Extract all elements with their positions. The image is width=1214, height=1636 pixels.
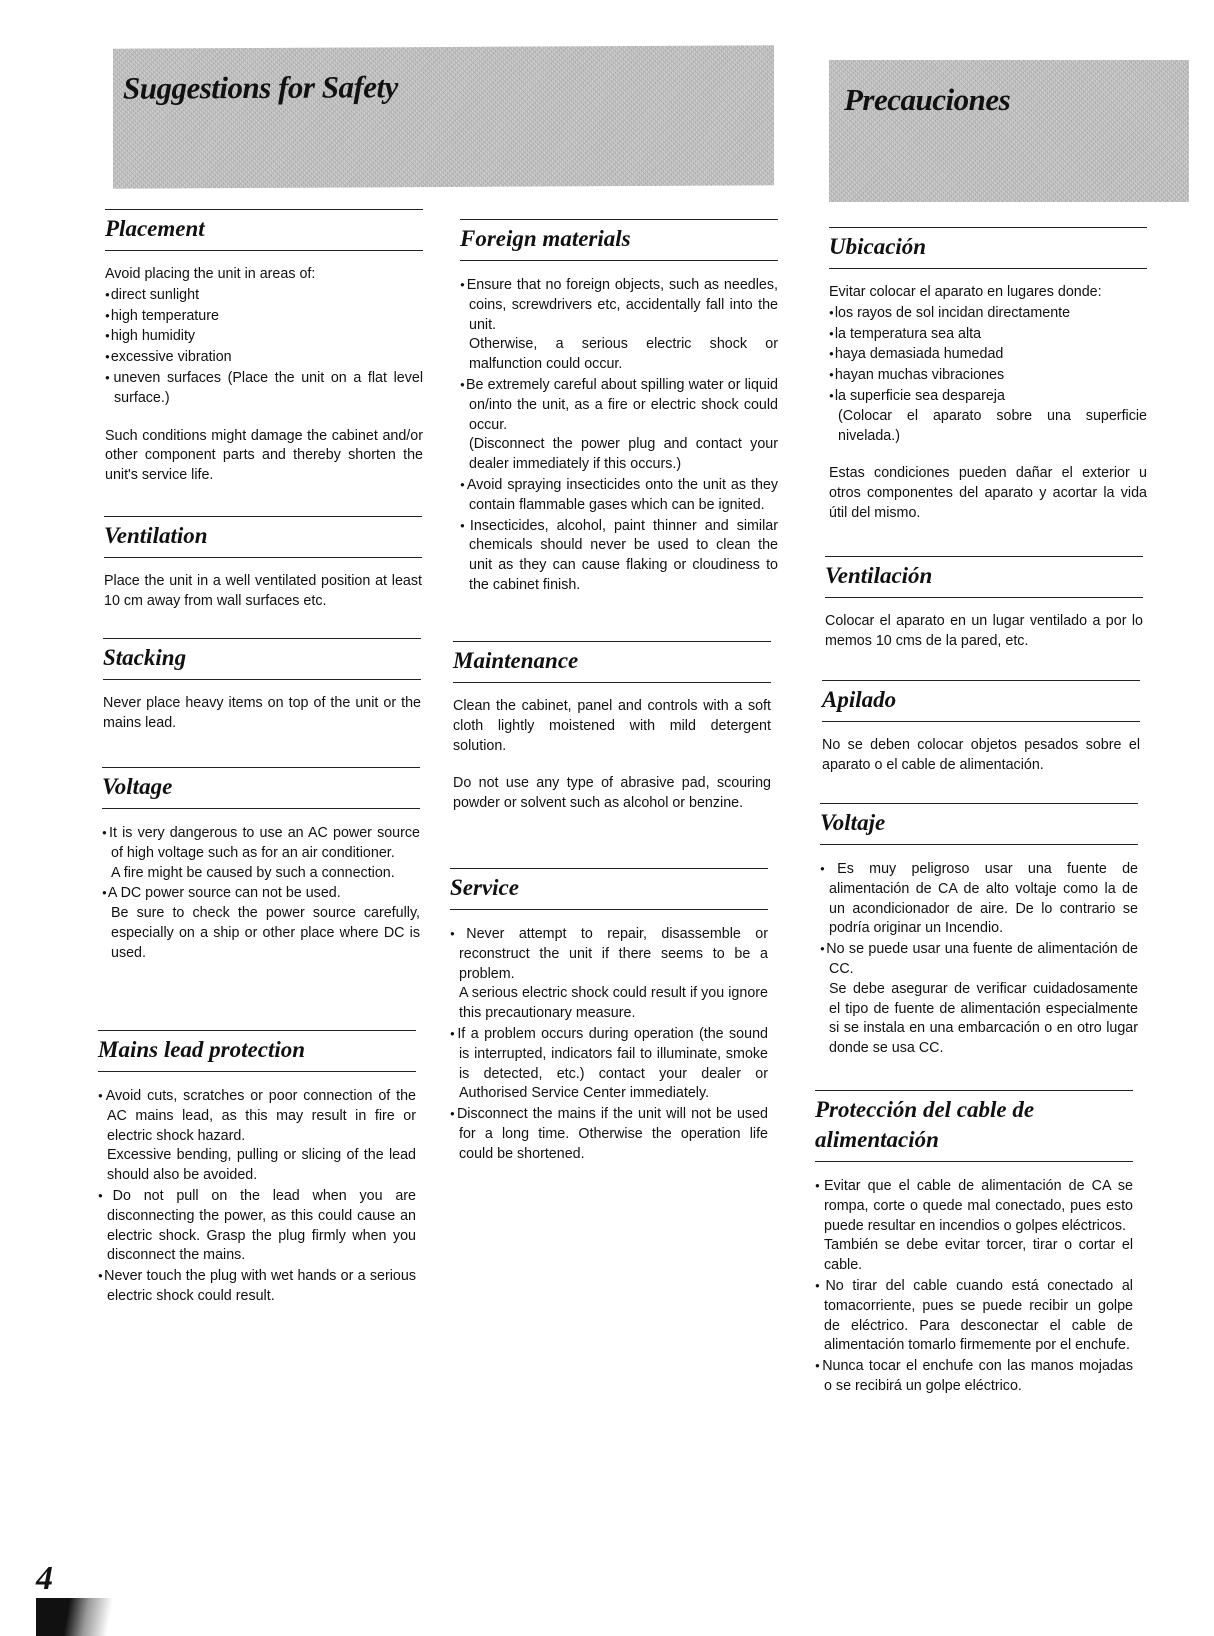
section-rule-top [104, 516, 422, 517]
section-foreign [460, 219, 778, 596]
bullet-item: ● Avoid cuts, scratches or poor connection of the AC mains lead, as this may result in fire or electric shock hazard. [98, 1086, 416, 1146]
paragraph: Excessive bending, pulling or slicing of the lead should also be avoided. [107, 1147, 416, 1184]
section-rule-top [820, 803, 1138, 804]
section-rule-bottom [102, 808, 420, 809]
section-rule-bottom [450, 909, 768, 910]
paragraph: Evitar colocar el aparato en lugares donde: [829, 284, 1102, 300]
bullet-item: ● hayan muchas vibraciones [829, 365, 1147, 386]
section-ventilation [104, 516, 422, 612]
section-heading: Protección del cable de alimentación [815, 1097, 1035, 1152]
paragraph: Otherwise, a serious electric shock or malfunction could occur. [469, 336, 778, 373]
section-heading: Mains lead protection [98, 1037, 306, 1062]
bullet-item: ● A DC power source can not be used. [102, 883, 420, 904]
section-rule-top [822, 680, 1140, 681]
section-heading: Foreign materials [460, 226, 631, 251]
paragraph: Se debe asegurar de verificar cuidadosamente el tipo de fuente de alimentación especialmente si se instala en una embarcación o en otro lugar donde se usa CC. [829, 980, 1138, 1057]
section-rule-bottom [829, 268, 1147, 269]
section-apilado [822, 680, 1140, 776]
bullet-item: ● No tirar del cable cuando está conectado al tomacorriente, pues se puede recibir un golpe de eléctrico. Para desconectar el cable de alimentación tomarlo firmemente por el enchufe. [815, 1276, 1133, 1356]
section-proteccion [815, 1090, 1133, 1397]
section-rule-top [102, 767, 420, 768]
bullet-item: ● Nunca tocar el enchufe con las manos mojadas o se recibirá un golpe eléctrico. [815, 1356, 1133, 1397]
bullet-item: ● Es muy peligroso usar una fuente de alimentación de CA de alto voltaje como la de un acondicionador de aire. De lo contrario se podría originar un Incendio. [820, 859, 1138, 939]
bullet-item: ● Evitar que el cable de alimentación de CA se rompa, corte o quede mal conectado, pues esto puede resultar en incendios o golpes eléctricos. [815, 1176, 1133, 1236]
section-ventilacion [825, 556, 1143, 652]
section-rule-top [450, 868, 768, 869]
section-rule-bottom [453, 682, 771, 683]
section-heading: Ventilación [825, 563, 933, 588]
page-title-spanish: Precauciones [844, 82, 1011, 117]
bullet-item: ● haya demasiada humedad [829, 344, 1147, 365]
section-heading: Apilado [822, 687, 897, 712]
section-rule-top [815, 1090, 1133, 1091]
paragraph: A serious electric shock could result if you ignore this precautionary measure. [459, 985, 768, 1022]
paragraph: Never place heavy items on top of the unit or the mains lead. [103, 695, 421, 731]
paragraph: También se debe evitar torcer, tirar o cortar el cable. [824, 1237, 1133, 1274]
section-placement [105, 209, 423, 486]
paragraph: (Colocar el aparato sobre una superficie nivelada.) [838, 407, 1147, 444]
section-rule-top [98, 1030, 416, 1031]
paragraph: Do not use any type of abrasive pad, scouring powder or solvent such as alcohol or benzine. [453, 775, 771, 812]
bullet-item: ● los rayos de sol incidan directamente [829, 303, 1147, 324]
section-rule-bottom [822, 721, 1140, 722]
section-rule-top [105, 209, 423, 210]
section-rule-bottom [460, 260, 778, 261]
bullet-item: ● Never attempt to repair, disassemble or reconstruct the unit if there seems to be a problem. [450, 924, 768, 984]
scan-corner-mark [36, 1598, 126, 1636]
section-rule-bottom [104, 557, 422, 558]
section-heading: Ventilation [104, 523, 208, 548]
page-number: 4 [36, 1560, 53, 1597]
section-rule-top [460, 219, 778, 220]
section-mains-lead [98, 1030, 416, 1307]
section-ubicacion [829, 227, 1147, 524]
bullet-item: ● Ensure that no foreign objects, such as needles, coins, screwdrivers etc, accidentally fall into the unit. [460, 275, 778, 335]
section-heading: Stacking [103, 645, 187, 670]
bullet-item: ● uneven surfaces (Place the unit on a flat level surface.) [105, 368, 423, 409]
paragraph: Place the unit in a well ventilated position at least 10 cm away from wall surfaces etc. [104, 573, 422, 609]
paragraph: No se deben colocar objetos pesados sobre el aparato o el cable de alimentación. [822, 737, 1140, 773]
bullet-item: ● No se puede usar una fuente de alimentación de CC. [820, 939, 1138, 980]
section-rule-bottom [815, 1161, 1133, 1162]
section-rule-top [453, 641, 771, 642]
section-service [450, 868, 768, 1165]
section-maintenance [453, 641, 771, 814]
bullet-item: ● la temperatura sea alta [829, 324, 1147, 345]
paragraph: Clean the cabinet, panel and controls with a soft cloth lightly moistened with mild detergent solution. [453, 698, 771, 754]
banner-suggestions-for-safety [113, 45, 774, 188]
section-voltaje [820, 803, 1138, 1059]
paragraph: Avoid placing the unit in areas of: [105, 266, 316, 282]
bullet-item: ● excessive vibration [105, 347, 423, 368]
bullet-item: ● It is very dangerous to use an AC power source of high voltage such as for an air conditioner. [102, 823, 420, 864]
section-heading: Voltaje [820, 810, 886, 835]
section-rule-bottom [105, 250, 423, 251]
page-title-english: Suggestions for Safety [123, 69, 398, 106]
bullet-item: ● Do not pull on the lead when you are disconnecting the power, as this could cause an electric shock. Grasp the plug firmly when you disconnect the mains. [98, 1186, 416, 1266]
bullet-item: ● Disconnect the mains if the unit will not be used for a long time. Otherwise the operation life could be shortened. [450, 1104, 768, 1164]
section-rule-bottom [825, 597, 1143, 598]
section-rule-top [825, 556, 1143, 557]
paragraph: Be sure to check the power source carefully, especially on a ship or other place where DC is used. [111, 905, 420, 961]
banner-precauciones [829, 60, 1189, 202]
paragraph: A fire might be caused by such a connection. [111, 864, 395, 881]
section-rule-bottom [103, 679, 421, 680]
paragraph: Such conditions might damage the cabinet and/or other component parts and thereby shorten the unit's service life. [105, 427, 423, 484]
section-heading: Voltage [102, 774, 173, 799]
bullet-item: ● direct sunlight [105, 285, 423, 306]
section-rule-bottom [820, 844, 1138, 845]
paragraph: Estas condiciones pueden dañar el exterior u otros componentes del aparato y acortar la vida útil del mismo. [829, 465, 1147, 521]
paragraph: (Disconnect the power plug and contact your dealer immediately if this occurs.) [469, 436, 778, 473]
bullet-item: ● Avoid spraying insecticides onto the unit as they contain flammable gases which can be ignited. [460, 475, 778, 516]
section-heading: Service [450, 875, 519, 900]
paragraph: Colocar el aparato en un lugar ventilado a por lo memos 10 cms de la pared, etc. [825, 613, 1143, 649]
section-voltage [102, 767, 420, 964]
section-rule-bottom [98, 1071, 416, 1072]
bullet-item: ● Insecticides, alcohol, paint thinner and similar chemicals should never be used to clean the unit as they can cause flaking or cloudiness to the cabinet finish. [460, 516, 778, 596]
section-heading: Ubicación [829, 234, 927, 259]
section-rule-top [829, 227, 1147, 228]
bullet-item: ● high temperature [105, 306, 423, 327]
bullet-item: ● Never touch the plug with wet hands or a serious electric shock could result. [98, 1266, 416, 1307]
bullet-item: ● high humidity [105, 326, 423, 347]
section-rule-top [103, 638, 421, 639]
section-stacking [103, 638, 421, 734]
bullet-item: ● la superficie sea despareja [829, 386, 1147, 407]
bullet-item: ● Be extremely careful about spilling water or liquid on/into the unit, as a fire or electric shock could occur. [460, 375, 778, 435]
bullet-item: ● If a problem occurs during operation (the sound is interrupted, indicators fail to illuminate, smoke is detected, etc.) contact your dealer or Authorised Service Center immediately. [450, 1024, 768, 1104]
section-heading: Placement [105, 216, 205, 241]
section-heading: Maintenance [453, 648, 579, 673]
